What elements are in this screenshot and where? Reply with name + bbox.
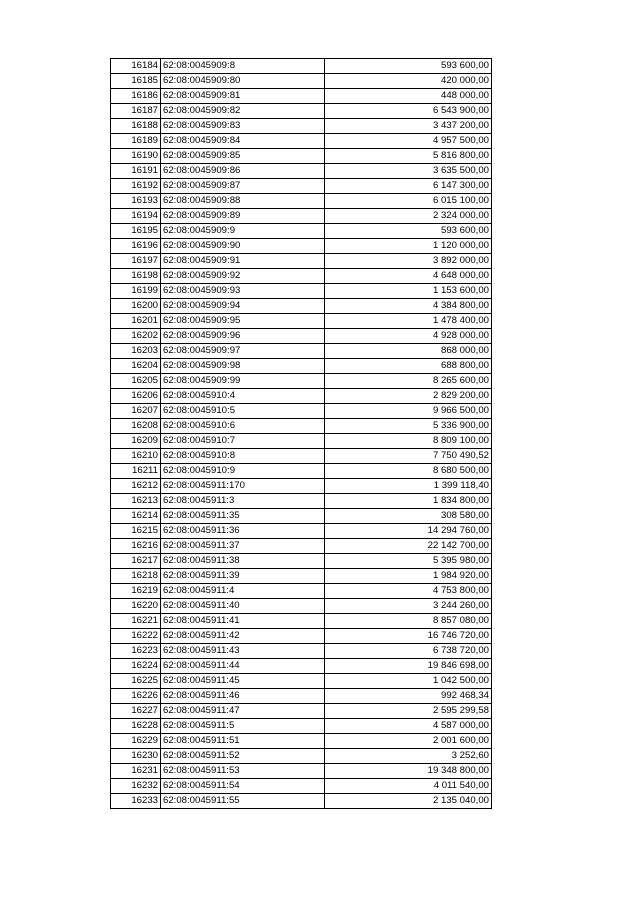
cadastral-value-cell: 3 437 200,00	[325, 119, 492, 134]
cadastral-value-cell: 5 336 900,00	[325, 419, 492, 434]
row-number-cell: 16196	[111, 239, 161, 254]
cadastral-value-cell: 4 011 540,00	[325, 779, 492, 794]
cadastral-value-cell: 448 000,00	[325, 89, 492, 104]
cadastral-number-cell: 62:08:0045909:91	[161, 254, 325, 269]
cadastral-value-cell: 2 595 299,58	[325, 704, 492, 719]
cadastral-number-cell: 62:08:0045909:90	[161, 239, 325, 254]
cadastral-value-cell: 22 142 700,00	[325, 539, 492, 554]
cadastral-number-cell: 62:08:0045910:7	[161, 434, 325, 449]
cadastral-number-cell: 62:08:0045911:40	[161, 599, 325, 614]
cadastral-value-cell: 6 543 900,00	[325, 104, 492, 119]
cadastral-number-cell: 62:08:0045909:93	[161, 284, 325, 299]
cadastral-value-cell: 1 984 920,00	[325, 569, 492, 584]
table-row	[111, 749, 492, 764]
cadastral-value-cell: 4 957 500,00	[325, 134, 492, 149]
cadastral-number-cell: 62:08:0045909:85	[161, 149, 325, 164]
cadastral-number-cell: 62:08:0045909:89	[161, 209, 325, 224]
table-row	[111, 419, 492, 434]
row-number-cell: 16231	[111, 764, 161, 779]
row-number-cell: 16210	[111, 449, 161, 464]
cadastral-number-cell: 62:08:0045909:94	[161, 299, 325, 314]
row-number-cell: 16228	[111, 719, 161, 734]
cadastral-number-cell: 62:08:0045909:97	[161, 344, 325, 359]
cadastral-number-cell: 62:08:0045911:46	[161, 689, 325, 704]
table-row	[111, 209, 492, 224]
cadastral-number-cell: 62:08:0045909:87	[161, 179, 325, 194]
row-number-cell: 16195	[111, 224, 161, 239]
cadastral-value-cell: 992 468,34	[325, 689, 492, 704]
cadastral-value-cell: 8 680 500,00	[325, 464, 492, 479]
table-row	[111, 164, 492, 179]
table-row	[111, 479, 492, 494]
table-row	[111, 224, 492, 239]
cadastral-value-cell: 1 120 000,00	[325, 239, 492, 254]
row-number-cell: 16224	[111, 659, 161, 674]
row-number-cell: 16226	[111, 689, 161, 704]
row-number-cell: 16229	[111, 734, 161, 749]
cadastral-number-cell: 62:08:0045909:84	[161, 134, 325, 149]
cadastral-number-cell: 62:08:0045909:99	[161, 374, 325, 389]
cadastral-value-cell: 688 800,00	[325, 359, 492, 374]
table-row	[111, 569, 492, 584]
cadastral-value-cell: 3 892 000,00	[325, 254, 492, 269]
cadastral-number-cell: 62:08:0045910:8	[161, 449, 325, 464]
row-number-cell: 16214	[111, 509, 161, 524]
table-row	[111, 599, 492, 614]
cadastral-value-cell: 6 015 100,00	[325, 194, 492, 209]
cadastral-value-cell: 19 846 698,00	[325, 659, 492, 674]
cadastral-value-cell: 8 265 600,00	[325, 374, 492, 389]
row-number-cell: 16198	[111, 269, 161, 284]
cadastral-number-cell: 62:08:0045911:4	[161, 584, 325, 599]
table-row	[111, 539, 492, 554]
row-number-cell: 16219	[111, 584, 161, 599]
table-row	[111, 299, 492, 314]
row-number-cell: 16212	[111, 479, 161, 494]
table-row	[111, 794, 492, 809]
table-row	[111, 449, 492, 464]
table-row	[111, 644, 492, 659]
cadastral-value-cell: 8 809 100,00	[325, 434, 492, 449]
cadastral-value-cell: 2 324 000,00	[325, 209, 492, 224]
cadastral-number-cell: 62:08:0045909:8	[161, 59, 325, 74]
table-row	[111, 494, 492, 509]
row-number-cell: 16215	[111, 524, 161, 539]
cadastral-number-cell: 62:08:0045909:81	[161, 89, 325, 104]
table-row	[111, 719, 492, 734]
table-row	[111, 389, 492, 404]
cadastral-number-cell: 62:08:0045911:54	[161, 779, 325, 794]
cadastral-value-cell: 4 753 800,00	[325, 584, 492, 599]
row-number-cell: 16202	[111, 329, 161, 344]
row-number-cell: 16230	[111, 749, 161, 764]
cadastral-value-cell: 1 834 800,00	[325, 494, 492, 509]
table-row	[111, 584, 492, 599]
cadastral-number-cell: 62:08:0045910:5	[161, 404, 325, 419]
table-row	[111, 59, 492, 74]
cadastral-number-cell: 62:08:0045911:51	[161, 734, 325, 749]
row-number-cell: 16199	[111, 284, 161, 299]
cadastral-value-cell: 593 600,00	[325, 59, 492, 74]
table-row	[111, 254, 492, 269]
table-row	[111, 779, 492, 794]
table-row	[111, 464, 492, 479]
table-row	[111, 359, 492, 374]
cadastral-value-cell: 9 966 500,00	[325, 404, 492, 419]
cadastral-number-cell: 62:08:0045909:82	[161, 104, 325, 119]
cadastral-number-cell: 62:08:0045910:4	[161, 389, 325, 404]
row-number-cell: 16208	[111, 419, 161, 434]
table-row	[111, 104, 492, 119]
cadastral-number-cell: 62:08:0045911:52	[161, 749, 325, 764]
cadastral-value-cell: 1 399 118,40	[325, 479, 492, 494]
row-number-cell: 16221	[111, 614, 161, 629]
table-row	[111, 314, 492, 329]
cadastral-number-cell: 62:08:0045911:41	[161, 614, 325, 629]
table-row	[111, 374, 492, 389]
row-number-cell: 16194	[111, 209, 161, 224]
cadastral-number-cell: 62:08:0045909:80	[161, 74, 325, 89]
cadastral-value-cell: 3 635 500,00	[325, 164, 492, 179]
row-number-cell: 16218	[111, 569, 161, 584]
row-number-cell: 16216	[111, 539, 161, 554]
cadastral-number-cell: 62:08:0045911:3	[161, 494, 325, 509]
cadastral-number-cell: 62:08:0045909:88	[161, 194, 325, 209]
table-row	[111, 344, 492, 359]
cadastral-number-cell: 62:08:0045911:53	[161, 764, 325, 779]
cadastral-value-cell: 3 244 260,00	[325, 599, 492, 614]
table-row	[111, 119, 492, 134]
cadastral-number-cell: 62:08:0045911:42	[161, 629, 325, 644]
cadastral-number-cell: 62:08:0045911:45	[161, 674, 325, 689]
cadastral-value-cell: 308 580,00	[325, 509, 492, 524]
cadastral-number-cell: 62:08:0045911:36	[161, 524, 325, 539]
table-row	[111, 629, 492, 644]
cadastral-number-cell: 62:08:0045909:83	[161, 119, 325, 134]
cadastral-value-cell: 2 135 040,00	[325, 794, 492, 809]
cadastral-number-cell: 62:08:0045911:38	[161, 554, 325, 569]
row-number-cell: 16227	[111, 704, 161, 719]
cadastral-value-cell: 16 746 720,00	[325, 629, 492, 644]
row-number-cell: 16186	[111, 89, 161, 104]
cadastral-value-cell: 3 252,60	[325, 749, 492, 764]
cadastral-number-cell: 62:08:0045909:96	[161, 329, 325, 344]
table-body	[111, 59, 492, 809]
cadastral-number-cell: 62:08:0045911:170	[161, 479, 325, 494]
cadastral-value-cell: 5 816 800,00	[325, 149, 492, 164]
cadastral-number-cell: 62:08:0045909:92	[161, 269, 325, 284]
table-row	[111, 239, 492, 254]
table-row	[111, 434, 492, 449]
cadastral-value-cell: 7 750 490,52	[325, 449, 492, 464]
row-number-cell: 16190	[111, 149, 161, 164]
cadastral-value-cell: 19 348 800,00	[325, 764, 492, 779]
row-number-cell: 16207	[111, 404, 161, 419]
row-number-cell: 16222	[111, 629, 161, 644]
table-row	[111, 734, 492, 749]
cadastral-number-cell: 62:08:0045911:35	[161, 509, 325, 524]
cadastral-value-cell: 420 000,00	[325, 74, 492, 89]
cadastral-number-cell: 62:08:0045909:98	[161, 359, 325, 374]
cadastral-number-cell: 62:08:0045909:9	[161, 224, 325, 239]
cadastral-value-cell: 2 829 200,00	[325, 389, 492, 404]
cadastral-number-cell: 62:08:0045910:6	[161, 419, 325, 434]
table-row	[111, 179, 492, 194]
row-number-cell: 16204	[111, 359, 161, 374]
cadastral-value-cell: 4 928 000,00	[325, 329, 492, 344]
table-row	[111, 614, 492, 629]
cadastral-value-cell: 2 001 600,00	[325, 734, 492, 749]
row-number-cell: 16217	[111, 554, 161, 569]
cadastral-number-cell: 62:08:0045911:5	[161, 719, 325, 734]
row-number-cell: 16201	[111, 314, 161, 329]
row-number-cell: 16193	[111, 194, 161, 209]
cadastral-number-cell: 62:08:0045910:9	[161, 464, 325, 479]
table-row	[111, 89, 492, 104]
table-row	[111, 149, 492, 164]
table-row	[111, 764, 492, 779]
row-number-cell: 16191	[111, 164, 161, 179]
table-row	[111, 659, 492, 674]
table-row	[111, 509, 492, 524]
cadastral-value-cell: 4 384 800,00	[325, 299, 492, 314]
cadastral-value-cell: 1 042 500,00	[325, 674, 492, 689]
cadastral-value-cell: 6 738 720,00	[325, 644, 492, 659]
row-number-cell: 16203	[111, 344, 161, 359]
cadastral-number-cell: 62:08:0045911:37	[161, 539, 325, 554]
row-number-cell: 16205	[111, 374, 161, 389]
table-row	[111, 329, 492, 344]
row-number-cell: 16197	[111, 254, 161, 269]
row-number-cell: 16185	[111, 74, 161, 89]
row-number-cell: 16213	[111, 494, 161, 509]
row-number-cell: 16188	[111, 119, 161, 134]
table-row	[111, 554, 492, 569]
cadastral-value-cell: 5 395 980,00	[325, 554, 492, 569]
row-number-cell: 16223	[111, 644, 161, 659]
row-number-cell: 16233	[111, 794, 161, 809]
cadastral-number-cell: 62:08:0045911:47	[161, 704, 325, 719]
table-row	[111, 674, 492, 689]
row-number-cell: 16225	[111, 674, 161, 689]
cadastral-number-cell: 62:08:0045911:43	[161, 644, 325, 659]
cadastral-value-cell: 4 648 000,00	[325, 269, 492, 284]
cadastral-value-cell: 8 857 080,00	[325, 614, 492, 629]
table-row	[111, 689, 492, 704]
cadastral-value-cell: 868 000,00	[325, 344, 492, 359]
row-number-cell: 16220	[111, 599, 161, 614]
cadastral-number-cell: 62:08:0045909:86	[161, 164, 325, 179]
table-row	[111, 269, 492, 284]
row-number-cell: 16200	[111, 299, 161, 314]
row-number-cell: 16209	[111, 434, 161, 449]
cadastral-value-table	[110, 58, 492, 809]
cadastral-number-cell: 62:08:0045911:55	[161, 794, 325, 809]
cadastral-value-cell: 1 153 600,00	[325, 284, 492, 299]
table-row	[111, 404, 492, 419]
cadastral-number-cell: 62:08:0045909:95	[161, 314, 325, 329]
table-row	[111, 524, 492, 539]
table-row	[111, 134, 492, 149]
row-number-cell: 16211	[111, 464, 161, 479]
table-row	[111, 194, 492, 209]
cadastral-value-cell: 4 587 000,00	[325, 719, 492, 734]
cadastral-value-cell: 6 147 300,00	[325, 179, 492, 194]
cadastral-number-cell: 62:08:0045911:39	[161, 569, 325, 584]
row-number-cell: 16184	[111, 59, 161, 74]
table-row	[111, 704, 492, 719]
table-row	[111, 284, 492, 299]
cadastral-value-cell: 593 600,00	[325, 224, 492, 239]
cadastral-number-cell: 62:08:0045911:44	[161, 659, 325, 674]
row-number-cell: 16192	[111, 179, 161, 194]
row-number-cell: 16189	[111, 134, 161, 149]
table-row	[111, 74, 492, 89]
row-number-cell: 16206	[111, 389, 161, 404]
row-number-cell: 16187	[111, 104, 161, 119]
cadastral-value-cell: 14 294 760,00	[325, 524, 492, 539]
cadastral-value-cell: 1 478 400,00	[325, 314, 492, 329]
row-number-cell: 16232	[111, 779, 161, 794]
